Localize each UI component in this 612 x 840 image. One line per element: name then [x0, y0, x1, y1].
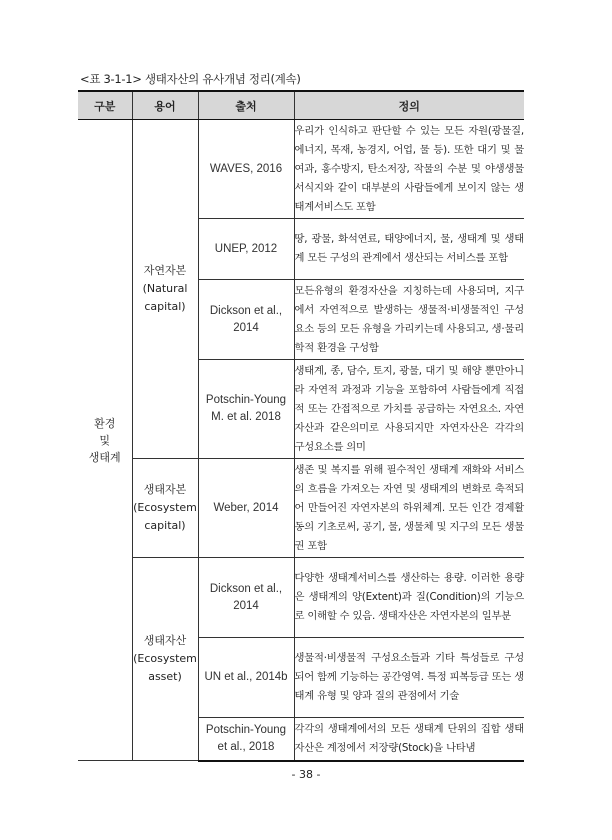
term-korean: 생태자산	[143, 634, 187, 647]
source-line: UN et al., 2014b	[204, 671, 288, 683]
source-line: Dickson et al.,	[209, 304, 283, 317]
category-line: 환경	[94, 416, 116, 430]
source-line: Potschin-Young	[205, 394, 287, 406]
header-source: 출처	[198, 91, 294, 120]
source-line: WAVES, 2016	[209, 162, 283, 175]
source-line: UNEP, 2012	[214, 242, 278, 255]
source-cell	[198, 718, 294, 761]
term-english: (Ecosystem	[133, 652, 197, 665]
table-caption: <표 3-1-1> 생태자산의 유사개념 정리(계속)	[80, 72, 301, 86]
concept-table	[78, 90, 524, 762]
header-term: 용어	[132, 91, 198, 120]
table-row	[78, 558, 524, 638]
page-number-text: - 38 -	[291, 768, 321, 781]
header-category: 구분	[78, 91, 132, 120]
header-definition: 정의	[294, 91, 524, 120]
definition-cell: 땅, 광물, 화석연료, 태양에너지, 물, 생태계 및 생태계 모든 구성의 관계에서 생산되는 서비스를 포함	[294, 219, 524, 280]
source-line: 2014	[233, 599, 259, 612]
term-korean: 자연자본	[143, 264, 187, 277]
source-cell	[198, 459, 294, 558]
term-english: (Ecosystem	[133, 501, 197, 514]
header-row	[78, 91, 524, 120]
definition-cell: 생물적·비생물적 구성요소들과 기타 특성들로 구성되어 함께 기능하는 공간영역. 특정 피복등급 또는 생태계 유형 및 양과 질의 관점에서 기술	[294, 638, 524, 718]
term-cell-natural-capital	[132, 120, 198, 459]
source-cell	[198, 120, 294, 219]
definition-cell: 생태계, 종, 담수, 토지, 광물, 대기 및 해양 뿐만아니라 자연적 과정과 기능을 포함하여 사람들에게 직접적 또는 간접적으로 가치를 공급하는 자연요소. 자연자산과 같은의미로 사용되지만 자연자산은 각각의 구성요소를 의미	[294, 360, 524, 459]
category-line: 및	[99, 433, 111, 447]
term-english: capital)	[144, 519, 186, 532]
source-cell	[198, 558, 294, 638]
table-row	[78, 120, 524, 219]
source-cell	[198, 360, 294, 459]
term-english: capital)	[144, 300, 186, 313]
term-korean: 생태자본	[143, 483, 187, 496]
term-cell-ecosystem-asset	[132, 558, 198, 761]
category-line: 생태계	[88, 450, 121, 464]
definition-cell: 각각의 생태계에서의 모든 생태계 단위의 집합 생태자산은 계정에서 저장량(Stock)을 나타냄	[294, 718, 524, 761]
source-line: M. et al. 2018	[211, 411, 281, 423]
source-line: et al., 2018	[217, 740, 275, 753]
definition-cell: 모든유형의 환경자산을 지칭하는데 사용되며, 지구에서 자연적으로 발생하는 생물적·비생물적인 구성요소 등의 모든 유형을 가리키는데 사용되고, 생·물리학적 환경을 구성함	[294, 280, 524, 360]
definition-cell: 다양한 생태계서비스를 생산하는 용량. 이러한 용량은 생태계의 양(Extent)과 질(Condition)의 기능으로 이해할 수 있음. 생태자산은 자연자본의 일부분	[294, 558, 524, 638]
source-line: 2014	[233, 321, 259, 334]
source-line: Weber, 2014	[213, 501, 279, 514]
definition-cell: 우리가 인식하고 판단할 수 있는 모든 자원(광물질, 에너지, 목재, 농경지, 어업, 물 등). 또한 대기 및 물여과, 홍수방지, 탄소저장, 작물의 수분 및 야생생물 서식지와 같이 대부분의 사람들에게 보이지 않는 생태계서비스도 포함	[294, 120, 524, 219]
page-number	[0, 768, 612, 781]
table-row	[78, 459, 524, 558]
source-cell	[198, 638, 294, 718]
source-line: Potschin-Young	[205, 723, 287, 736]
source-line: Dickson et al.,	[209, 582, 283, 595]
term-english: (Natural	[142, 282, 188, 295]
category-cell	[78, 120, 132, 761]
term-cell-ecosystem-capital	[132, 459, 198, 558]
source-cell	[198, 280, 294, 360]
term-english: asset)	[148, 670, 182, 683]
source-cell	[198, 219, 294, 280]
definition-cell: 생존 및 복지를 위해 필수적인 생태계 재화와 서비스의 흐름을 가져오는 자연 및 생태계의 변화로 축적되어 만들어진 자연자본의 하위체계. 모든 인간 경제활동의 기초로써, 공기, 물, 생물체 및 지구의 모든 생물권 포함	[294, 459, 524, 558]
